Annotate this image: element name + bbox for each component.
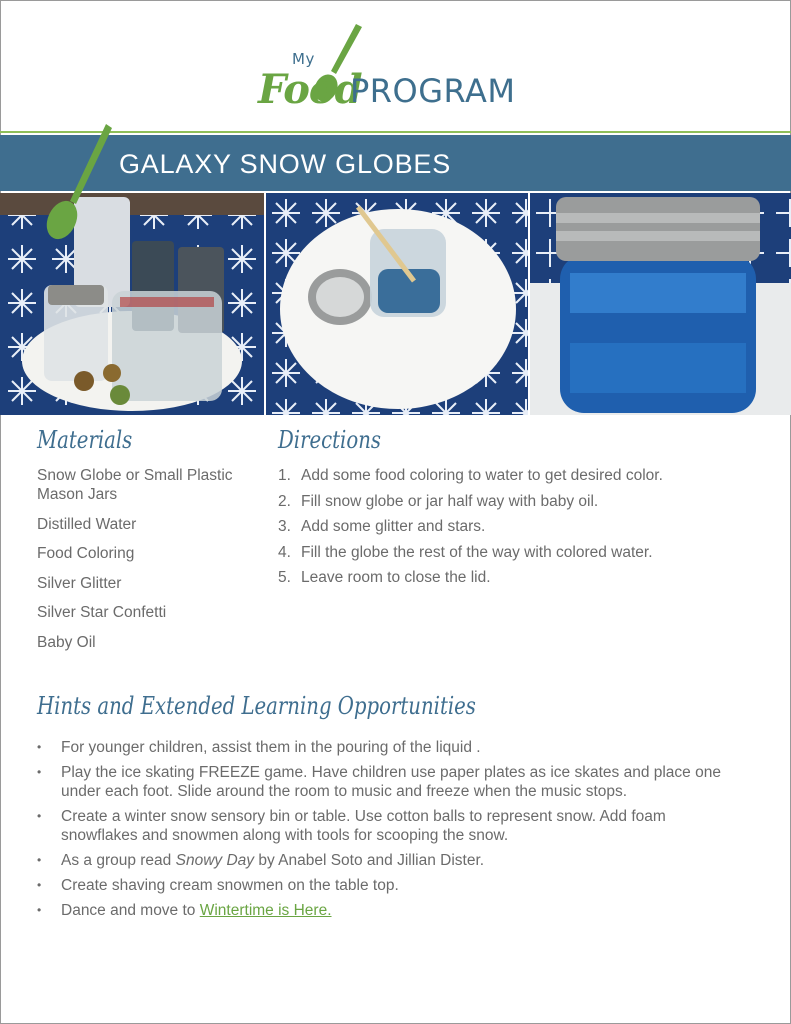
materials-list (37, 466, 267, 662)
bullet-icon: • (37, 853, 42, 867)
read-suffix: by Anabel Soto and Jillian Dister. (254, 852, 485, 869)
bullet-icon: • (37, 878, 42, 892)
list-item (278, 466, 778, 485)
hint-text (61, 851, 737, 870)
finished-snow-globe-photo (530, 193, 791, 415)
list-item (278, 568, 778, 587)
spoon-decoration-icon (40, 120, 114, 244)
logo-food-text: Food (258, 66, 362, 113)
hint-text: Create a winter snow sensory bin or table. Use cotton balls to represent snow. Add foam snowflakes and snowmen along with tools for scooping the snow. (61, 808, 666, 844)
list-item (37, 738, 737, 757)
list-item (278, 492, 778, 511)
step-number: 2. (278, 492, 291, 510)
step-number: 4. (278, 543, 291, 561)
wintertime-song-link[interactable]: Wintertime is Here. (199, 902, 332, 919)
photo-strip (0, 193, 791, 415)
hints-heading: Hints and Extended Learning Opportunities (37, 692, 476, 720)
hints-list (37, 738, 737, 926)
read-prefix: As a group read (61, 852, 176, 869)
list-item (278, 543, 778, 562)
list-item: Silver Glitter (37, 574, 122, 592)
list-item: Baby Oil (37, 633, 96, 651)
list-item (278, 517, 778, 536)
step-number: 5. (278, 569, 291, 586)
step-text: Fill the globe the rest of the way with colored water. (301, 543, 653, 561)
bullet-icon: • (37, 740, 42, 754)
step-number: 3. (278, 518, 291, 535)
dance-prefix: Dance and move to (61, 902, 200, 919)
title-banner (0, 135, 791, 191)
step-text: Fill snow globe or jar half way with baby oil. (301, 492, 599, 510)
directions-heading: Directions (278, 426, 381, 454)
divider-line (0, 131, 791, 133)
directions-list (278, 466, 778, 594)
bullet-icon: • (37, 765, 42, 779)
logo-my-text: My (292, 50, 315, 68)
hint-text: For younger children, assist them in the pouring of the liquid . (61, 739, 481, 756)
step-text: Add some food coloring to water to get desired color. (301, 467, 663, 484)
list-item (37, 807, 737, 845)
book-title: Snowy Day (175, 852, 255, 869)
logo-program-text: PROGRAM (350, 72, 516, 110)
list-item (37, 851, 737, 870)
hint-text: Create shaving cream snowmen on the table top. (61, 877, 399, 894)
hint-text: Play the ice skating FREEZE game. Have children use paper plates as ice skates and place one under each foot. Slide around the room to music and freeze when the music stops. (61, 764, 721, 800)
list-item: Snow Globe or Small Plastic Mason Jars (37, 467, 233, 503)
list-item: Food Coloring (37, 545, 135, 562)
my-food-program-logo (258, 22, 548, 112)
materials-heading: Materials (37, 426, 133, 454)
step-text: Add some glitter and stars. (301, 518, 486, 535)
list-item: Distilled Water (37, 515, 137, 533)
list-item (37, 901, 737, 920)
bullet-icon: • (37, 903, 42, 917)
list-item (37, 763, 737, 801)
page-title: GALAXY SNOW GLOBES (119, 149, 452, 179)
list-item: Silver Star Confetti (37, 604, 167, 621)
bullet-icon: • (37, 809, 42, 823)
hint-text (61, 901, 737, 920)
step-number: 1. (278, 467, 291, 484)
list-item (37, 876, 737, 895)
step-text: Leave room to close the lid. (301, 569, 491, 586)
jar-on-plate-photo (266, 193, 528, 415)
